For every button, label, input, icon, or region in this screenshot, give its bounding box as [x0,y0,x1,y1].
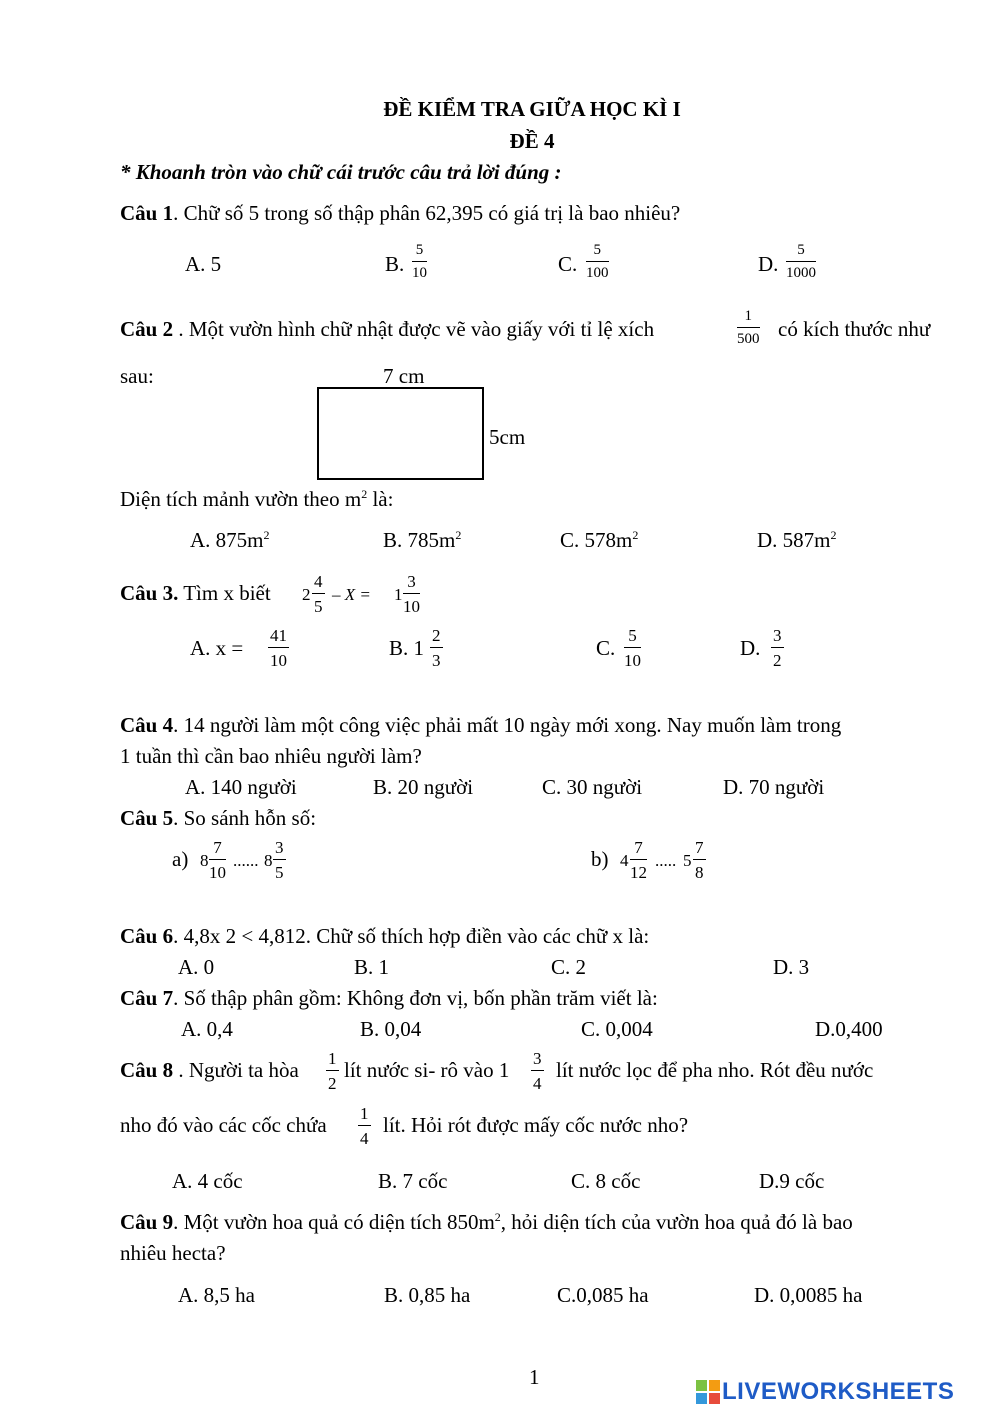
q8-text5: lít. Hỏi rót được mấy cốc nước nho? [383,1113,689,1137]
q6-text: Câu 6. 4,8x 2 < 4,812. Chữ số thích hợp điền vào các chữ x là: [120,924,650,948]
q7-option-a[interactable]: A. 0,4 [181,1017,233,1041]
q3-option-c-fraction: 5 10 [624,626,641,670]
q2-text-after: có kích thước như [778,317,931,341]
q3-whole2: 1 [394,585,403,604]
q8-text4: nho đó vào các cốc chứa [120,1113,327,1137]
q8-fraction1: 1 2 [328,1049,337,1093]
q3-fraction1: 4 5 [314,572,323,616]
q8-text: Câu 8 . Người ta hòa [120,1058,299,1082]
q7-option-b[interactable]: B. 0,04 [360,1017,422,1041]
q6-option-a[interactable]: A. 0 [178,955,215,979]
q1-option-d-fraction: 5 1000 [786,242,816,281]
q2-question: Diện tích mảnh vườn theo $m^2$ là: [120,487,394,511]
liveworksheets-brand[interactable]: LIVEWORKSHEETS [722,1378,955,1405]
q9-option-c[interactable]: C.0,085 ha [557,1283,649,1307]
page-subtitle: ĐỀ 4 [509,129,555,153]
q5-a-fraction2: 3 5 [275,838,284,882]
q1-option-c-fraction: 5 100 [586,242,609,281]
q3-option-c[interactable]: C. [596,636,616,660]
q5-b-dots[interactable]: ..... [655,851,677,870]
q2-width-label: 7 cm [383,364,425,388]
q7-option-d[interactable]: D.0,400 [815,1017,883,1041]
q3-option-b-fraction: 2 3 [432,626,441,670]
q3-option-d-fraction: 3 2 [773,626,782,670]
q9-option-a[interactable]: A. 8,5 ha [178,1283,255,1307]
q7-text: Câu 7. Số thập phân gồm: Không đơn vị, bốn phần trăm viết là: [120,986,658,1010]
q2-option-a[interactable]: A. $875m^2$ [190,528,270,552]
page-title: ĐỀ KIỂM TRA GIỮA HỌC KÌ I [383,97,681,121]
liveworksheets-logo-icon [696,1380,720,1404]
q8-option-a[interactable]: A. 4 cốc [172,1169,243,1193]
q9-option-b[interactable]: B. 0,85 ha [384,1283,471,1307]
q4-option-b[interactable]: B. 20 người [373,775,474,799]
q9-option-d[interactable]: D. 0,0085 ha [754,1283,863,1307]
q3-text: Câu 3. Tìm x biết [120,581,271,605]
page-number: 1 [529,1365,540,1389]
q5-a-fraction1: 7 10 [209,838,226,882]
q4-option-c[interactable]: C. 30 người [542,775,643,799]
q4-option-a[interactable]: A. 140 người [185,775,297,799]
q5-b-fraction2: 7 8 [695,838,704,882]
q2-option-c[interactable]: C. $578m^2$ [560,528,639,552]
q5-b-whole2: 5 [683,851,692,870]
q3-whole1: 2 [302,585,311,604]
q4-line2: 1 tuần thì cần bao nhiêu người làm? [120,744,422,768]
q2-height-label: 5cm [489,425,526,449]
q1-option-b-fraction: 5 10 [412,242,427,281]
q8-text2: lít nước si- rô vào 1 [344,1058,510,1082]
q6-option-b[interactable]: B. 1 [354,955,390,979]
q2-option-d[interactable]: D. $587m^2$ [757,528,837,552]
q5-a-whole1: 8 [200,851,209,870]
q8-fraction3: 1 4 [360,1104,369,1148]
q1-option-d[interactable]: D. [758,252,779,276]
q2-scale-fraction: 1 500 [737,308,760,347]
garden-rectangle [317,387,484,480]
q6-option-d[interactable]: D. 3 [773,955,810,979]
q5-b-fraction1: 7 12 [630,838,647,882]
q3-option-a[interactable]: A. x = [190,636,244,660]
q8-fraction2: 3 4 [533,1049,542,1093]
q9-line2: nhiêu hecta? [120,1241,226,1265]
q8-option-c[interactable]: C. 8 cốc [571,1169,641,1193]
q4-option-d[interactable]: D. 70 người [723,775,825,799]
q2-option-b[interactable]: B. $785m^2$ [383,528,462,552]
q8-option-b[interactable]: B. 7 cốc [378,1169,448,1193]
q8-option-d[interactable]: D.9 cốc [759,1169,825,1193]
q2-text: Câu 2 . Một vườn hình chữ nhật được vẽ vào giấy với tỉ lệ xích [120,317,655,341]
q7-option-c[interactable]: C. 0,004 [581,1017,653,1041]
q5-a-dots[interactable]: ...... [233,851,259,870]
q2-line2: sau: [120,364,154,388]
q1-option-b[interactable]: B. [385,252,405,276]
q3-operator: – X = [332,585,371,604]
instruction: * Khoanh tròn vào chữ cái trước câu trả lời đúng : [120,160,562,184]
q3-option-a-fraction: 41 10 [270,626,287,670]
q5-a-whole2: 8 [264,851,273,870]
q5-b-whole1: 4 [620,851,629,870]
q9-text: Câu 9. Một vườn hoa quả có diện tích $850m^2$, hỏi diện tích của vườn hoa quả đó là bao [120,1210,853,1234]
q5-part-a-label: a) [172,847,189,871]
q6-option-c[interactable]: C. 2 [551,955,587,979]
q4-text: Câu 4. 14 người làm một công việc phải mất 10 ngày mới xong. Nay muốn làm trong [120,713,842,737]
q5-part-b-label: b) [591,847,609,871]
q5-text: Câu 5. So sánh hỗn số: [120,806,317,830]
q3-option-b[interactable]: B. 1 [389,636,425,660]
q8-text3: lít nước lọc để pha nho. Rót đều nước [556,1058,874,1082]
q3-option-d[interactable]: D. [740,636,761,660]
q1-option-a[interactable]: A. 5 [185,252,222,276]
q1-text: Câu 1. Chữ số 5 trong số thập phân 62,395 có giá trị là bao nhiêu? [120,201,681,225]
q3-fraction2: 3 10 [403,572,420,616]
q1-option-c[interactable]: C. [558,252,578,276]
